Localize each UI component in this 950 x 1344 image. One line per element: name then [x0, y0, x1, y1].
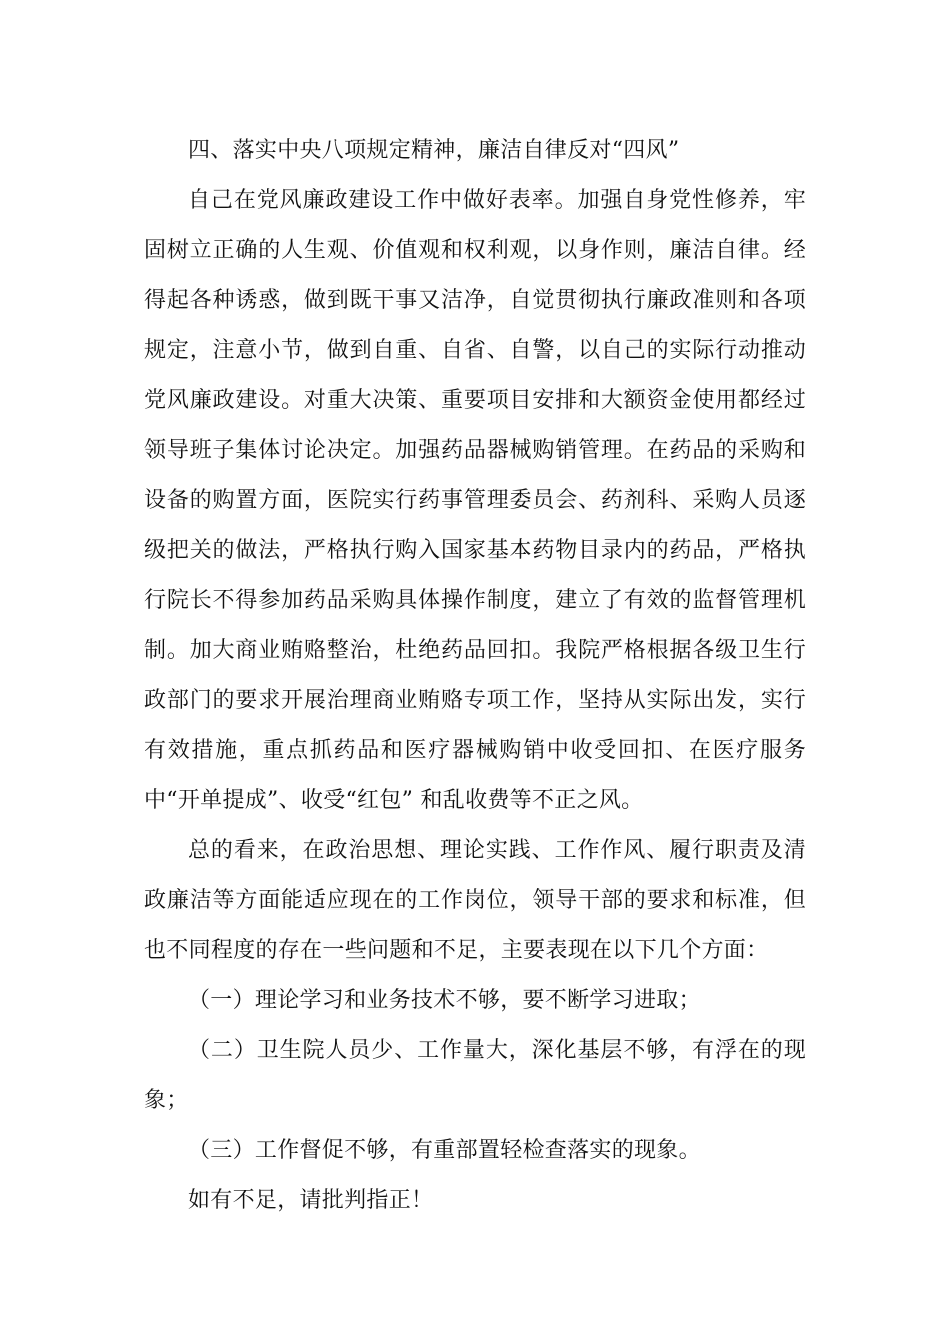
section-heading: 四、落实中央八项规定精神，廉洁自律反对“四风”	[188, 138, 680, 163]
closing-remark: 如有不足，请批判指正！	[188, 1188, 434, 1213]
list-item-shortcoming-1: （一）理论学习和业务技术不够，要不断学习进取；	[188, 988, 701, 1013]
list-item-shortcoming-3: （三）工作督促不够，有重部置轻检查落实的现象。	[188, 1138, 701, 1163]
list-item-shortcoming-2: （二）卫生院人员少、工作量大，深化基层不够，有浮在的现象；	[144, 1038, 806, 1113]
paragraph-summary: 总的看来，在政治思想、理论实践、工作作风、履行职责及清政廉洁等方面能适应现在的工作岗位，领导干部的要求和标准，但也不同程度的存在一些问题和不足，主要表现在以下几个方面：	[144, 838, 806, 963]
document-body	[144, 126, 806, 1226]
paragraph-self-discipline: 自己在党风廉政建设工作中做好表率。加强自身党性修养，牢固树立正确的人生观、价值观和权利观，以身作则，廉洁自律。经得起各种诱惑，做到既干事又洁净，自觉贯彻执行廉政准则和各项规定，注意小节，做到自重、自省、自警，以自己的实际行动推动党风廉政建设。对重大决策、重要项目安排和大额资金使用都经过领导班子集体讨论决定。加强药品器械购销管理。在药品的采购和设备的购置方面，医院实行药事管理委员会、药剂科、采购人员逐级把关的做法，严格执行购入国家基本药物目录内的药品，严格执行院长不得参加药品采购具体操作制度，建立了有效的监督管理机制。加大商业贿赂整治，杜绝药品回扣。我院严格根据各级卫生行政部门的要求开展治理商业贿赂专项工作，坚持从实际出发，实行有效措施，重点抓药品和医疗器械购销中收受回扣、在医疗服务中“开单提成”、收受“红包” 和乱收费等不正之风。	[144, 188, 806, 813]
